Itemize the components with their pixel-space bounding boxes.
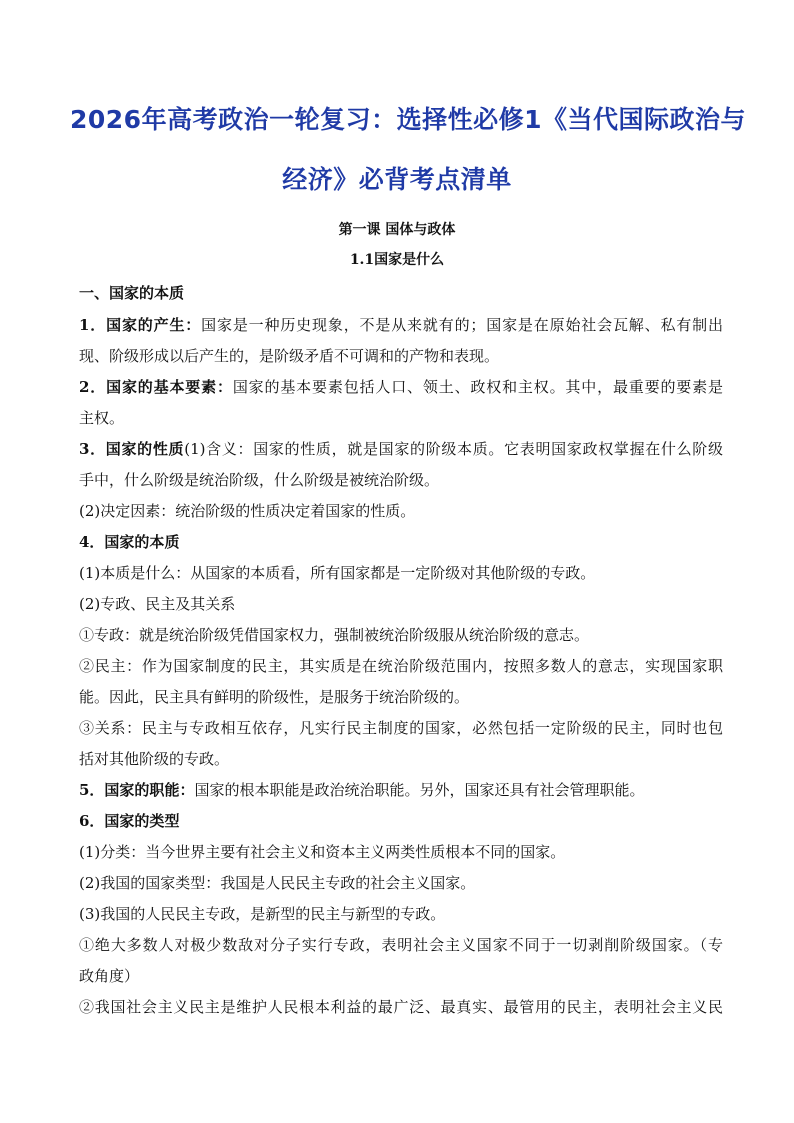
paragraph-3-line-2: 手中，什么阶级是统治阶级，什么阶级是被统治阶级。 [79,471,440,489]
paragraph-2-text: 国家的基本要素包括人口、领土、政权和主权。其中，最重要的要素是 [232,378,723,396]
paragraph-5-label: 5．国家的职能： [79,781,195,799]
paragraph-3-line-3: (2)决定因素：统治阶级的性质决定着国家的性质。 [79,502,416,520]
paragraph-5-text: 国家的根本职能是政治统治职能。另外，国家还具有社会管理职能。 [194,781,645,799]
paragraph-1-text: 国家是一种历史现象，不是从来就有的；国家是在原始社会瓦解、私有制出 [201,316,723,334]
paragraph-3-label: 3．国家的性质 [79,440,185,458]
paragraph-3-line-1 [79,439,723,459]
document-title-line-1: 2026年高考政治一轮复习：选择性必修1《当代国际政治与 [70,105,746,134]
paragraph-6-line-6: ②我国社会主义民主是维护人民根本利益的最广泛、最真实、最管用的民主，表明社会主义民 [79,998,723,1016]
paragraph-4-line-2: (2)专政、民主及其关系 [79,595,236,613]
paragraph-6-line-1: (1)分类：当今世界主要有社会主义和资本主义两类性质根本不同的国家。 [79,843,566,861]
section-heading: 1.1国家是什么 [349,252,445,268]
paragraph-6-line-2: (2)我国的国家类型：我国是人民民主专政的社会主义国家。 [79,874,476,892]
paragraph-4-line-1: (1)本质是什么：从国家的本质看，所有国家都是一定阶级对其他阶级的专政。 [79,564,596,582]
paragraph-4-line-4: ②民主：作为国家制度的民主，其实质是在统治阶级范围内，按照多数人的意志，实现国家职 [79,657,723,675]
paragraph-2-line-2: 主权。 [79,409,125,427]
paragraph-1-line-1 [79,315,723,335]
paragraph-6-line-4: ①绝大多数人对极少数敌对分子实行专政，表明社会主义国家不同于一切剥削阶级国家。（专 [79,936,723,954]
paragraph-4-label: 4．国家的本质 [79,533,180,551]
paragraph-1-label: 1．国家的产生： [79,316,202,334]
paragraph-2-line-1 [79,377,723,397]
paragraph-1-line-2: 现、阶级形成以后产生的，是阶级矛盾不可调和的产物和表现。 [79,347,500,365]
paragraph-3-text: (1)含义：国家的性质，就是国家的阶级本质。它表明国家政权掌握在什么阶级 [184,440,723,458]
paragraph-5-line-1 [79,780,723,800]
paragraph-2-label: 2．国家的基本要素： [79,378,233,396]
paragraph-6-line-5: 政角度） [79,967,140,985]
document-title-line-2: 经济》必背考点清单 [282,165,512,194]
paragraph-6-label: 6．国家的类型 [79,812,180,830]
paragraph-6-line-3: (3)我国的人民民主专政，是新型的民主与新型的专政。 [79,905,446,923]
paragraph-4-line-3: ①专政：就是统治阶级凭借国家权力，强制被统治阶级服从统治阶级的意志。 [79,626,590,644]
paragraph-4-line-6: ③关系：民主与专政相互依存，凡实行民主制度的国家，必然包括一定阶级的民主，同时也包 [79,719,723,737]
lesson-heading: 第一课 国体与政体 [338,222,456,238]
paragraph-4-line-5: 能。因此，民主具有鲜明的阶级性，是服务于统治阶级的。 [79,688,470,706]
paragraph-4-line-7: 括对其他阶级的专政。 [79,750,230,768]
heading-nature-of-state: 一、国家的本质 [79,284,185,302]
